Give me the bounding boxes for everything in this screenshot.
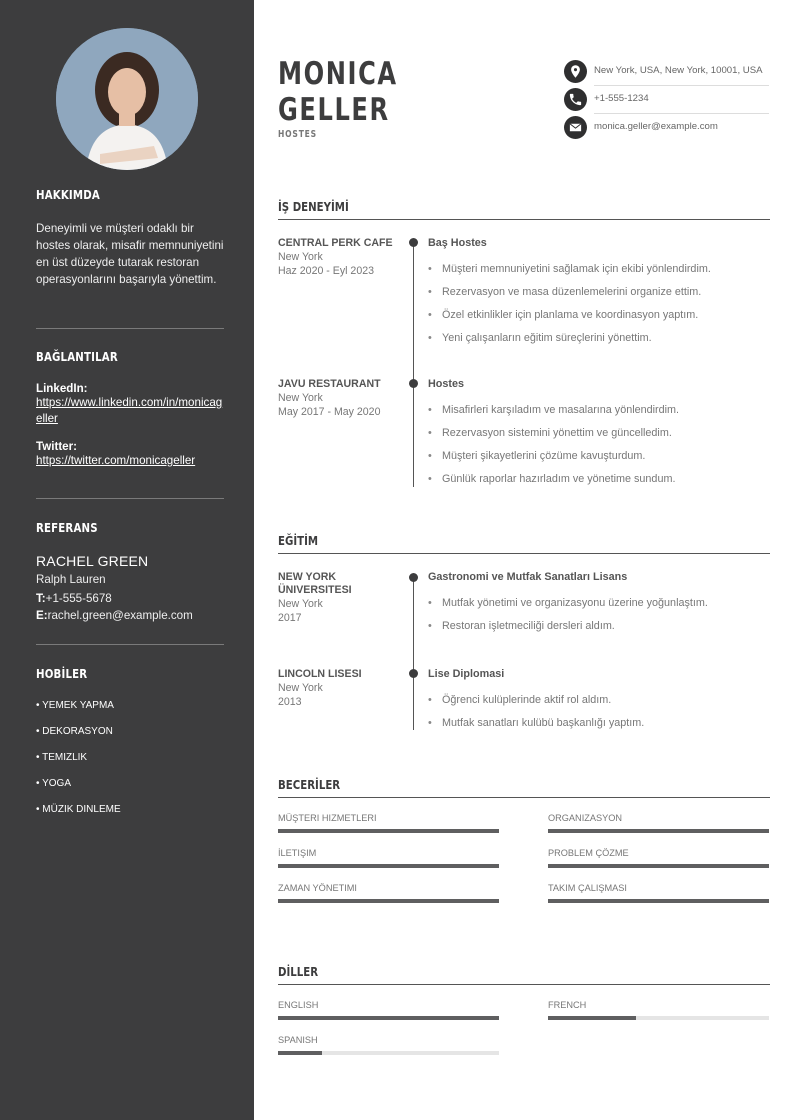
skill-item [548, 883, 769, 905]
language-bar-fill [278, 1051, 322, 1055]
timeline-dot [409, 379, 418, 388]
language-bar [548, 1016, 769, 1020]
section-rule [278, 219, 770, 220]
hobby-item: • TEMIZLIK [36, 752, 88, 763]
education-location: New York [278, 682, 323, 694]
experience-bullets [428, 262, 768, 354]
timeline-dot [409, 238, 418, 247]
experience-entry-left [278, 378, 406, 419]
education-org: LINCOLN LISESI [278, 668, 362, 680]
envelope-icon [564, 116, 587, 139]
contact-address [564, 58, 769, 86]
skill-name: MÜŞTERI HIZMETLERI [278, 813, 377, 823]
section-rule [278, 553, 770, 554]
experience-dates: May 2017 - May 2020 [278, 406, 381, 418]
education-dates: 2017 [278, 612, 302, 624]
timeline-line [413, 577, 414, 730]
education-org: NEW YORK ÜNIVERSITESI [278, 571, 352, 596]
skills-title: BECERİLER [278, 778, 341, 792]
experience-role: Hostes [428, 378, 465, 390]
education-degree: Gastronomi ve Mutfak Sanatları Lisans [428, 571, 628, 583]
bullet-item: • Müşteri şikayetlerini çözüme kavuşturdum. [428, 449, 768, 472]
language-bar [278, 1051, 499, 1055]
contact-address-text: New York, USA, New York, 10001, USA [594, 65, 763, 76]
bullet-item: • Günlük raporlar hazırladım ve yönetime sundum. [428, 472, 768, 495]
reference-title: REFERANS [36, 521, 98, 535]
skill-item [278, 883, 499, 905]
skill-bar [278, 864, 499, 868]
skill-bar [278, 829, 499, 833]
education-dates: 2013 [278, 696, 302, 708]
skill-name: ORGANIZASYON [548, 813, 623, 823]
education-entry-left [278, 571, 398, 625]
education-bullets [428, 596, 768, 642]
skill-bar [548, 829, 769, 833]
languages-title: DİLLER [278, 965, 319, 979]
job-title: HOSTES [278, 129, 317, 140]
about-title: HAKKIMDA [36, 188, 100, 202]
hobby-item: • MÜZIK DINLEME [36, 804, 121, 815]
skill-bar [548, 864, 769, 868]
experience-role: Baş Hostes [428, 237, 487, 249]
full-name [278, 56, 398, 128]
linkedin-item [36, 382, 224, 427]
timeline-dot [409, 573, 418, 582]
skill-bar-fill [278, 864, 499, 868]
language-bar-fill [278, 1016, 499, 1020]
hobbies-section [36, 667, 224, 829]
experience-org: CENTRAL PERK CAFE [278, 237, 393, 249]
about-text: Deneyimli ve müşteri odaklı bir hostes olarak, misafir memnuniyetini en üst düzeyde tutarak restoran operasyonlarını başarıyla yönettim. [36, 222, 224, 286]
reference-company: Ralph Lauren [36, 573, 106, 586]
sidebar-divider [36, 644, 224, 645]
first-name: MONICA [278, 56, 398, 92]
phone-icon [564, 88, 587, 111]
bullet-item: • Rezervasyon ve masa düzenlemelerini organize ettim. [428, 285, 768, 308]
language-name: ENGLISH [278, 1000, 319, 1010]
skill-item [278, 813, 499, 835]
skill-name: TAKIM ÇALIŞMASI [548, 883, 627, 893]
section-rule [278, 797, 770, 798]
last-name: GELLER [278, 92, 390, 128]
hobby-item: • DEKORASYON [36, 726, 113, 737]
location-pin-icon [564, 60, 587, 83]
bullet-item: • Mutfak yönetimi ve organizasyonu üzerine yoğunlaştım. [428, 596, 768, 619]
bullet-item: • Restoran işletmeciliği dersleri aldım. [428, 619, 768, 642]
language-item [548, 1000, 769, 1022]
skill-name: PROBLEM ÇÖZME [548, 848, 629, 858]
language-bar [278, 1016, 499, 1020]
bullet-item: • Yeni çalışanların eğitim süreçlerini yönettim. [428, 331, 768, 354]
reference-section [36, 521, 224, 624]
twitter-link[interactable]: https://twitter.com/monicageller [36, 454, 196, 467]
timeline-dot [409, 669, 418, 678]
contact-email [564, 114, 769, 142]
twitter-label: Twitter: [36, 440, 78, 453]
hobby-item: • YOGA [36, 778, 71, 789]
sidebar [0, 0, 254, 1120]
reference-name: RACHEL GREEN [36, 553, 149, 569]
hobby-item: • YEMEK YAPMA [36, 700, 114, 711]
reference-email-label: E: [36, 609, 48, 622]
about-section [36, 188, 224, 288]
bullet-item: • Öğrenci kulüplerinde aktif rol aldım. [428, 693, 768, 716]
skill-bar-fill [548, 864, 769, 868]
experience-location: New York [278, 392, 323, 404]
skill-item [278, 848, 499, 870]
skill-name: İLETIŞIM [278, 848, 317, 858]
contact-email-text: monica.geller@example.com [594, 121, 718, 132]
experience-org: JAVU RESTAURANT [278, 378, 381, 390]
experience-dates: Haz 2020 - Eyl 2023 [278, 265, 374, 277]
skill-item [548, 848, 769, 870]
language-name: FRENCH [548, 1000, 587, 1010]
skill-bar-fill [548, 899, 769, 903]
bullet-item: • Özel etkinlikler için planlama ve koordinasyon yaptım. [428, 308, 768, 331]
links-title: BAĞLANTILAR [36, 350, 118, 364]
experience-bullets [428, 403, 768, 495]
section-rule [278, 984, 770, 985]
education-location: New York [278, 598, 323, 610]
language-name: SPANISH [278, 1035, 318, 1045]
experience-location: New York [278, 251, 323, 263]
timeline-line [413, 243, 414, 487]
links-section [36, 350, 224, 469]
linkedin-label: LinkedIn: [36, 382, 88, 395]
language-item [278, 1000, 499, 1022]
experience-title: İŞ DENEYİMİ [278, 200, 349, 214]
reference-phone [36, 590, 224, 607]
contact-phone-text: +1-555-1234 [594, 93, 649, 104]
skill-bar-fill [278, 899, 499, 903]
twitter-item [36, 440, 224, 469]
reference-phone-value: +1-555-5678 [45, 592, 112, 605]
reference-email [36, 607, 224, 624]
sidebar-divider [36, 498, 224, 499]
sidebar-divider [36, 328, 224, 329]
contact-phone [564, 86, 769, 114]
language-item [278, 1035, 499, 1057]
education-bullets [428, 693, 768, 739]
skill-name: ZAMAN YÖNETIMI [278, 883, 357, 893]
experience-entry-left [278, 237, 406, 278]
skill-bar [278, 899, 499, 903]
bullet-item: • Rezervasyon sistemini yönettim ve güncelledim. [428, 426, 768, 449]
linkedin-link[interactable]: https://www.linkedin.com/in/monicageller [36, 396, 223, 425]
profile-photo [56, 28, 198, 170]
reference-email-value: rachel.green@example.com [47, 609, 193, 622]
reference-phone-label: T: [36, 592, 46, 605]
education-entry-left [278, 668, 406, 709]
education-degree: Lise Diplomasi [428, 668, 505, 680]
skill-bar-fill [548, 829, 769, 833]
bullet-item: • Misafirleri karşıladım ve masalarına yönlendirdim. [428, 403, 768, 426]
bullet-item: • Mutfak sanatları kulübü başkanlığı yaptım. [428, 716, 768, 739]
skill-bar [548, 899, 769, 903]
bullet-item: • Müşteri memnuniyetini sağlamak için ekibi yönlendirdim. [428, 262, 768, 285]
skill-item [548, 813, 769, 835]
language-bar-fill [548, 1016, 636, 1020]
education-title: EĞİTİM [278, 534, 319, 548]
hobbies-title: HOBİLER [36, 667, 88, 681]
skill-bar-fill [278, 829, 499, 833]
